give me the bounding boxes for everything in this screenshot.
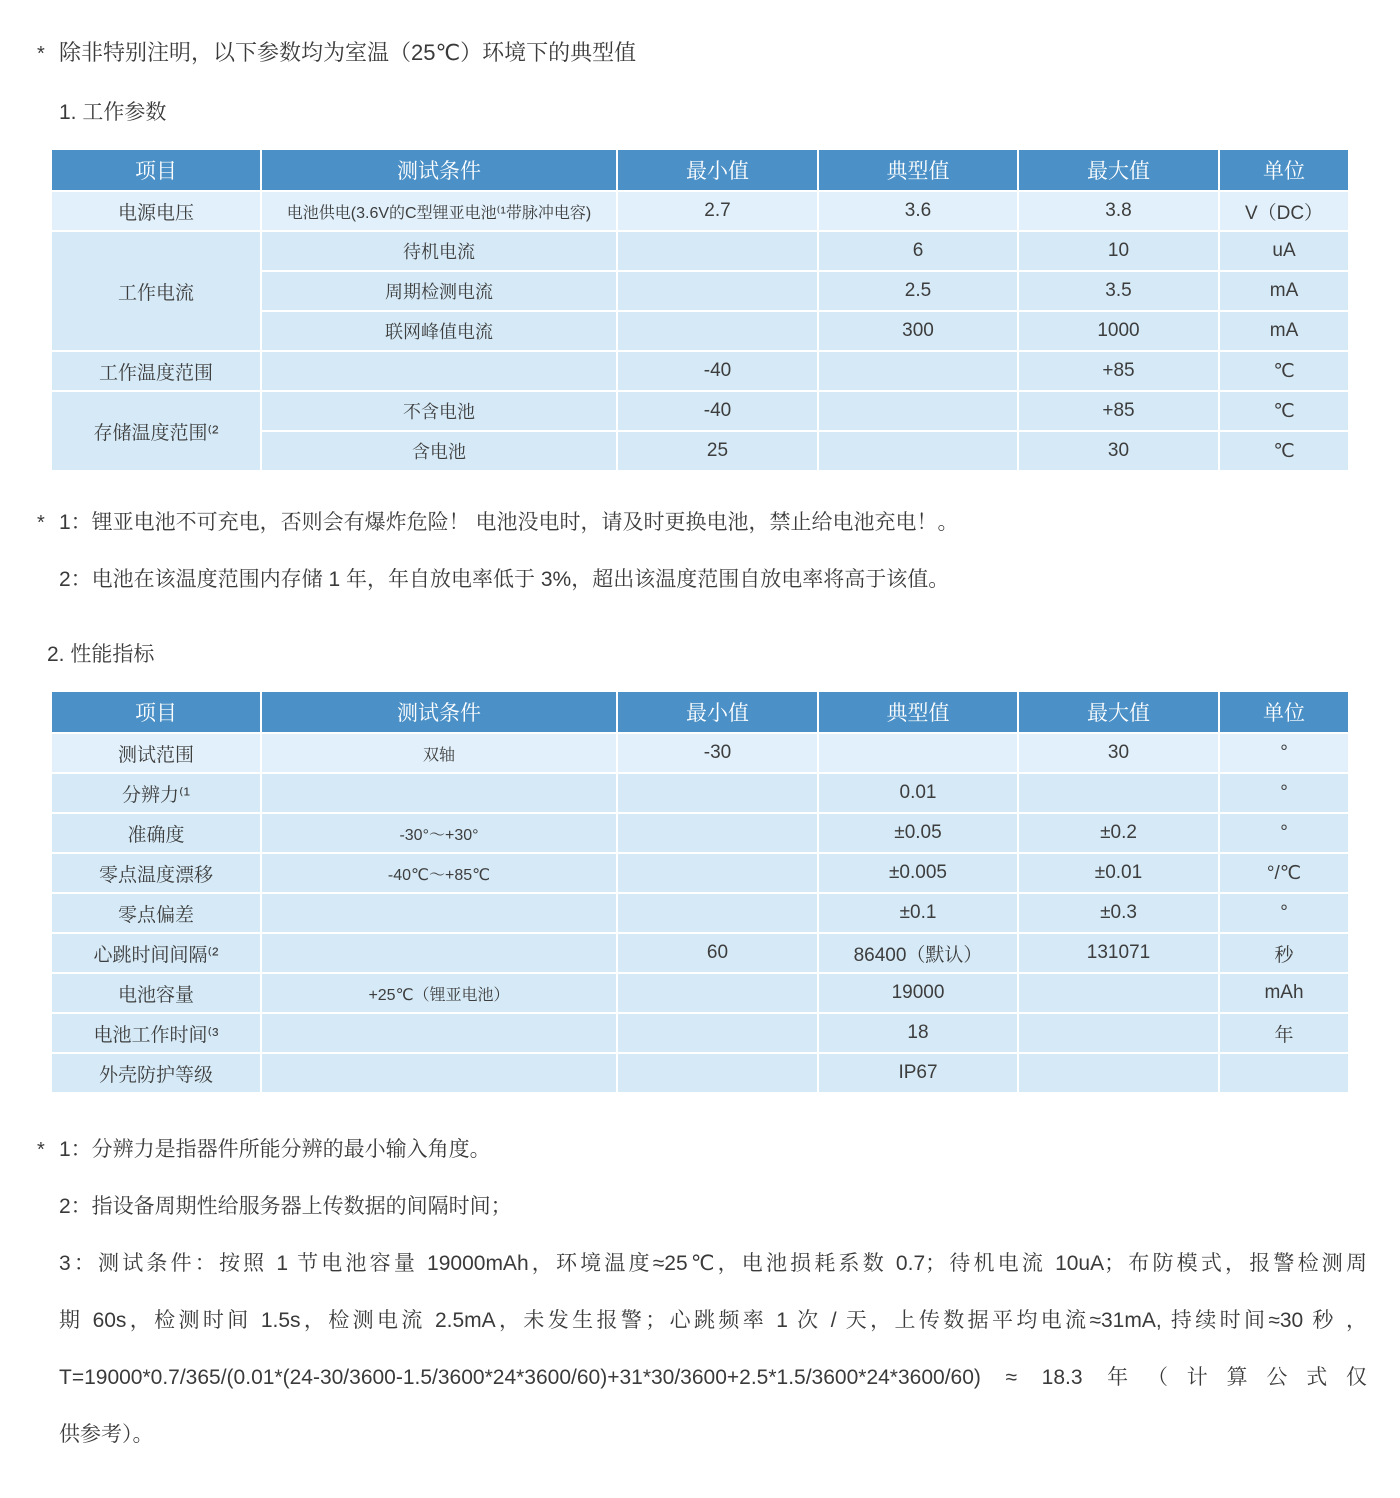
param-name-cell: 测试范围 [51,733,261,773]
test-condition-cell [261,933,617,973]
param-name-cell: 零点偏差 [51,893,261,933]
test-condition-cell: +25℃（锂亚电池） [261,973,617,1013]
typical-value-cell [818,391,1018,431]
test-condition-cell: 周期检测电流 [261,271,617,311]
table-row [51,1053,1349,1093]
param-name-cell: 分辨力⁽¹ [51,773,261,813]
typical-value-cell: 0.01 [818,773,1018,813]
min-value-cell [617,773,818,813]
table-row [51,933,1349,973]
table-row [51,351,1349,391]
min-value-cell [617,1013,818,1053]
col-header-condition: 测试条件 [261,691,617,733]
table1-header-row [51,149,1349,191]
test-condition-cell [261,351,617,391]
col-header-max: 最大值 [1018,149,1219,191]
footnote-line: 期 60s，检测时间 1.5s，检测电流 2.5mA，未发生报警；心跳频率 1 次 / 天，上传数据平均电流≈31mA, 持续时间≈30 秒 ， [59,1309,1367,1332]
unit-cell: uA [1219,231,1349,271]
footnote-text: 1：锂亚电池不可充电，否则会有爆炸危险！ 电池没电时，请及时更换电池，禁止给电池充电！。 [59,511,959,534]
test-condition-cell: 不含电池 [261,391,617,431]
working-params-table [50,148,1350,472]
min-value-cell: 60 [617,933,818,973]
param-name-cell: 外壳防护等级 [51,1053,261,1093]
max-value-cell: 10 [1018,231,1219,271]
typical-value-cell: ±0.05 [818,813,1018,853]
max-value-cell: 3.5 [1018,271,1219,311]
table-row [51,1013,1349,1053]
table-row [51,893,1349,933]
col-header-item: 项目 [51,691,261,733]
unit-cell: ° [1219,893,1349,933]
max-value-cell: +85 [1018,391,1219,431]
unit-cell: ℃ [1219,391,1349,431]
col-header-unit: 单位 [1219,149,1349,191]
table1-footnotes [35,507,1367,595]
test-condition-cell: -40℃～+85℃ [261,853,617,893]
min-value-cell [617,893,818,933]
footnote-line [35,564,1367,595]
max-value-cell: 1000 [1018,311,1219,351]
table-row [51,191,1349,231]
table-row [51,813,1349,853]
table-row [51,391,1349,431]
footnote-line [35,507,1367,538]
min-value-cell [617,853,818,893]
table-row [51,733,1349,773]
min-value-cell [617,311,818,351]
table-row [51,231,1349,271]
footnote-text: 2：电池在该温度范围内存储 1 年，年自放电率低于 3%，超出该温度范围自放电率将高于该值。 [59,568,950,591]
test-condition-cell: 联网峰值电流 [261,311,617,351]
param-name-cell: 工作电流 [51,231,261,351]
col-header-typ: 典型值 [818,691,1018,733]
typical-value-cell: 6 [818,231,1018,271]
section1-title: 1. 工作参数 [59,101,167,124]
unit-cell: ℃ [1219,431,1349,471]
min-value-cell [617,271,818,311]
max-value-cell: 30 [1018,431,1219,471]
unit-cell: mA [1219,311,1349,351]
typical-value-cell [818,431,1018,471]
unit-cell [1219,1053,1349,1093]
table-row [51,973,1349,1013]
unit-cell: 年 [1219,1013,1349,1053]
param-name-cell: 电源电压 [51,191,261,231]
min-value-cell: 2.7 [617,191,818,231]
top-note-text: 除非特别注明，以下参数均为室温（25℃）环境下的典型值 [59,40,637,65]
param-name-cell: 心跳时间间隔⁽² [51,933,261,973]
footnote-text: 2：指设备周期性给服务器上传数据的间隔时间； [59,1195,512,1218]
test-condition-cell: 电池供电(3.6V的C型锂亚电池⁽¹带脉冲电容) [261,191,617,231]
footnote-text: 1：分辨力是指器件所能分辨的最小输入角度。 [59,1138,491,1161]
test-condition-cell: 待机电流 [261,231,617,271]
max-value-cell: ±0.3 [1018,893,1219,933]
test-condition-cell: 含电池 [261,431,617,471]
typical-value-cell: ±0.1 [818,893,1018,933]
test-condition-cell [261,1053,617,1093]
param-name-cell: 准确度 [51,813,261,853]
unit-cell: ° [1219,813,1349,853]
min-value-cell: 25 [617,431,818,471]
param-name-cell: 电池容量 [51,973,261,1013]
test-condition-cell [261,773,617,813]
test-condition-cell: 双轴 [261,733,617,773]
typical-value-cell: ±0.005 [818,853,1018,893]
max-value-cell [1018,1013,1219,1053]
max-value-cell: +85 [1018,351,1219,391]
unit-cell: ° [1219,773,1349,813]
typical-value-cell: IP67 [818,1053,1018,1093]
footnote-line: 3：测试条件：按照 1 节电池容量 19000mAh，环境温度≈25℃，电池损耗系数 0.7；待机电流 10uA；布防模式，报警检测周 [59,1252,1367,1275]
unit-cell: ° [1219,733,1349,773]
unit-cell: V（DC） [1219,191,1349,231]
col-header-max: 最大值 [1018,691,1219,733]
table2-header-row [51,691,1349,733]
unit-cell: mA [1219,271,1349,311]
min-value-cell [617,813,818,853]
asterisk-marker: * [37,512,45,534]
footnote-line: T=19000*0.7/365/(0.01*(24-30/3600-1.5/3600*24*3600/60)+31*30/3600+2.5*1.5/3600*24*3600/60) ≈ 18.3 年（计算公式仅 [59,1366,1367,1389]
typical-value-cell: 2.5 [818,271,1018,311]
min-value-cell: -30 [617,733,818,773]
min-value-cell [617,1053,818,1093]
table-row [51,773,1349,813]
performance-table [50,690,1350,1094]
typical-value-cell: 300 [818,311,1018,351]
col-header-min: 最小值 [617,149,818,191]
typical-value-cell: 19000 [818,973,1018,1013]
test-condition-cell: -30°～+30° [261,813,617,853]
section2-title: 2. 性能指标 [47,643,155,666]
max-value-cell [1018,973,1219,1013]
unit-cell: °/℃ [1219,853,1349,893]
test-condition-cell [261,1013,617,1053]
param-name-cell: 工作温度范围 [51,351,261,391]
typical-value-cell [818,733,1018,773]
typical-value-cell: 18 [818,1013,1018,1053]
typical-value-cell: 86400（默认） [818,933,1018,973]
param-name-cell: 电池工作时间⁽³ [51,1013,261,1053]
max-value-cell: 131071 [1018,933,1219,973]
table-row [51,853,1349,893]
max-value-cell: ±0.01 [1018,853,1219,893]
footnote-line: 供参考）。 [59,1423,154,1446]
col-header-item: 项目 [51,149,261,191]
col-header-condition: 测试条件 [261,149,617,191]
table2-footnotes [35,1134,1367,1450]
col-header-min: 最小值 [617,691,818,733]
max-value-cell [1018,773,1219,813]
param-name-cell: 零点温度漂移 [51,853,261,893]
min-value-cell [617,231,818,271]
unit-cell: mAh [1219,973,1349,1013]
max-value-cell: 30 [1018,733,1219,773]
test-condition-cell [261,893,617,933]
min-value-cell [617,973,818,1013]
top-note [35,38,1365,68]
param-name-cell: 存储温度范围⁽² [51,391,261,471]
col-header-unit: 单位 [1219,691,1349,733]
unit-cell: 秒 [1219,933,1349,973]
asterisk-marker: * [37,43,45,65]
min-value-cell: -40 [617,391,818,431]
col-header-typ: 典型值 [818,149,1018,191]
asterisk-marker: * [37,1139,45,1161]
max-value-cell [1018,1053,1219,1093]
footnote-line [35,1134,1367,1165]
unit-cell: ℃ [1219,351,1349,391]
footnote-line [35,1191,1367,1222]
max-value-cell: 3.8 [1018,191,1219,231]
typical-value-cell [818,351,1018,391]
typical-value-cell: 3.6 [818,191,1018,231]
max-value-cell: ±0.2 [1018,813,1219,853]
min-value-cell: -40 [617,351,818,391]
